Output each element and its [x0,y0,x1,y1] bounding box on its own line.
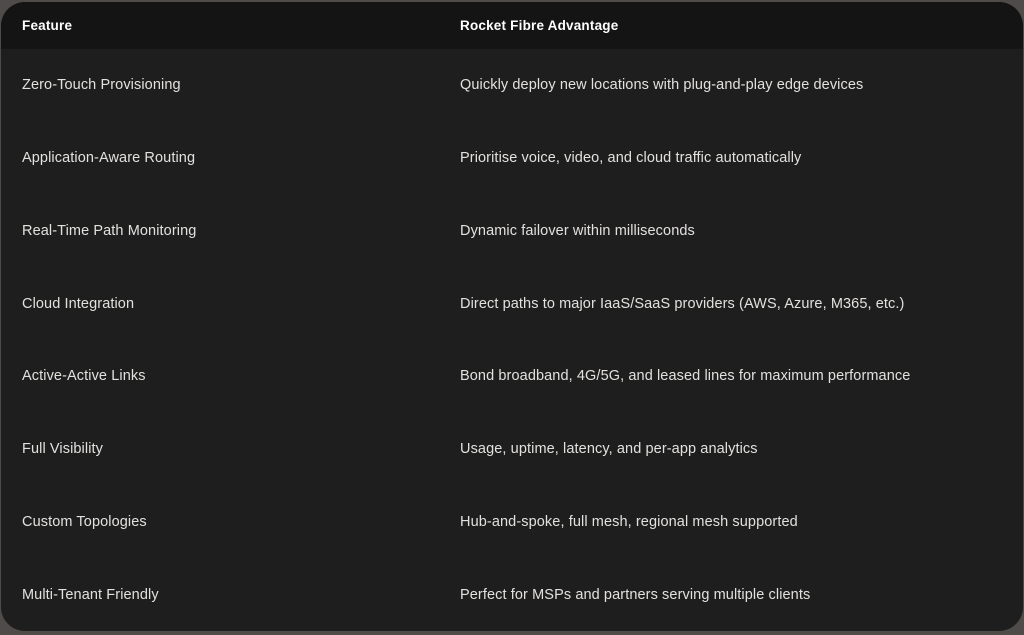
advantage-cell: Prioritise voice, video, and cloud traffic automatically [460,150,802,167]
table-row [1,195,1023,268]
advantage-cell: Direct paths to major IaaS/SaaS providers (AWS, Azure, M365, etc.) [460,295,905,312]
feature-table-card [1,2,1023,631]
table-row [1,49,1023,122]
table-row [1,413,1023,486]
table-header-row [1,2,1023,49]
table-row [1,340,1023,413]
advantage-cell: Bond broadband, 4G/5G, and leased lines for maximum performance [460,368,911,385]
advantage-cell: Quickly deploy new locations with plug-and-play edge devices [460,77,864,94]
advantage-cell: Perfect for MSPs and partners serving multiple clients [460,586,811,603]
column-header-feature: Feature [22,18,73,33]
feature-cell: Cloud Integration [22,295,135,312]
table-body [1,49,1023,631]
feature-cell: Zero-Touch Provisioning [22,77,181,94]
feature-cell: Real-Time Path Monitoring [22,222,197,239]
feature-cell: Multi-Tenant Friendly [22,586,159,603]
column-header-advantage: Rocket Fibre Advantage [460,18,619,33]
table-row [1,486,1023,559]
feature-cell: Application-Aware Routing [22,150,196,167]
advantage-cell: Hub-and-spoke, full mesh, regional mesh supported [460,513,798,530]
table-row [1,558,1023,631]
advantage-cell: Dynamic failover within milliseconds [460,222,695,239]
feature-cell: Full Visibility [22,441,104,458]
table-row [1,122,1023,195]
feature-cell: Custom Topologies [22,513,147,530]
advantage-cell: Usage, uptime, latency, and per-app analytics [460,441,758,458]
table-row [1,267,1023,340]
feature-cell: Active-Active Links [22,368,146,385]
